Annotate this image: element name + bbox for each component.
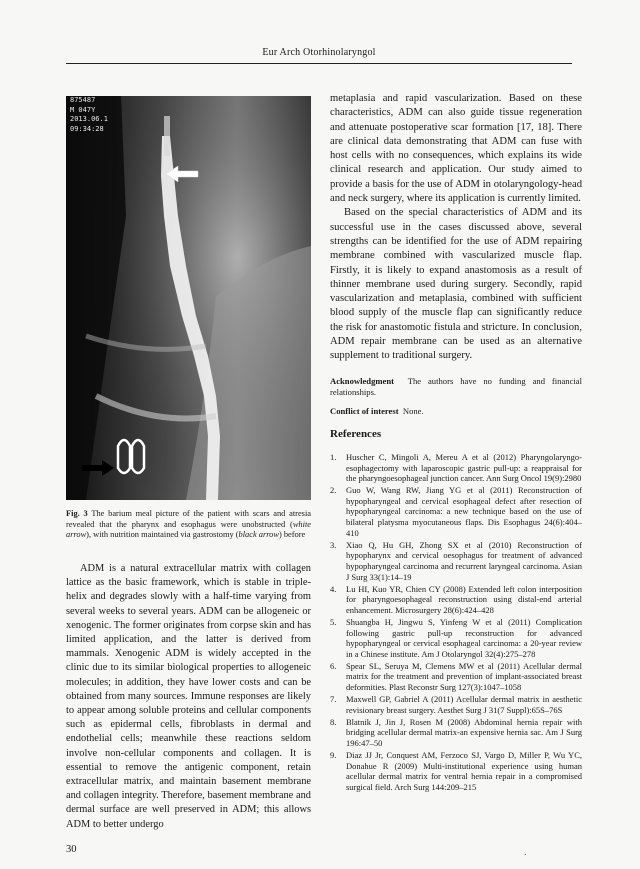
running-header: Eur Arch Otorhinolaryngol (262, 47, 376, 58)
conflict-of-interest (330, 406, 582, 416)
footer-mark: . (524, 847, 527, 858)
reference-text: Guo W, Wang RW, Jiang YG et al (2011) Reconstruction of hypopharyngeal and cervical esophageal defect after resection of hypopharyngeal carcinoma: a new technique based on the use of bilateral platysma myocutaneous flaps. Dis Esophagus 24(6):404–410 (346, 485, 582, 538)
reference-number: 3. (330, 539, 337, 550)
reference-text: Shuangba H, Jingwu S, Yinfeng W et al (2011) Complication following gastric pull-up reconstruction for advanced hypopharyngeal or cervical esophageal carcinoma: a 20-year review in a Chinese institute. Am J Otolaryngol 32(4):275–278 (346, 616, 582, 659)
reference-number: 5. (330, 616, 337, 627)
caption-emphasis: white arrow (66, 519, 311, 540)
ack-label: Acknowledgment (330, 376, 394, 386)
reference-item (330, 694, 582, 715)
reference-item (330, 617, 582, 659)
caption-text: ) before (278, 530, 306, 540)
caption-text: The barium meal picture of the patient with scars and atresia revealed that the pharynx and esophagus were unobstructed ( (66, 509, 311, 529)
overlay-line: 875487 (70, 96, 96, 104)
reference-number: 8. (330, 716, 337, 727)
right-column-body (330, 92, 582, 364)
overlay-line: 09:34:28 (70, 124, 104, 133)
reference-item (330, 485, 582, 538)
barium-xray-figure (66, 96, 311, 500)
ack-text: The authors have no funding and financial relationships. (330, 376, 582, 397)
reference-item (330, 584, 582, 616)
reference-text: Blatnik J, Jin J, Rosen M (2008) Abdominal hernia repair with bridging acellular dermal matrix-an expensive hernia sac. Am J Surg 196:47–50 (346, 716, 582, 748)
reference-text: Xiao Q, Hu GH, Zhong SX et al (2010) Reconstruction of hypopharynx and cervical oesophagus for treatment of advanced hypopharyngeal carcinoma and recurrent laryngeal carcinoma. Asian J Surg 33(1):14–19 (346, 539, 582, 582)
reference-item (330, 661, 582, 693)
reference-number: 2. (330, 485, 337, 496)
reference-list (330, 452, 582, 794)
caption-emphasis: black arrow (238, 530, 279, 540)
caption-label: Fig. 3 (66, 509, 88, 518)
reference-item (330, 540, 582, 582)
reference-number: 7. (330, 694, 337, 705)
xray-drawing (66, 96, 311, 500)
reference-item (330, 717, 582, 749)
page-number: 30 (66, 844, 77, 855)
caption-text: ), with nutrition maintained via gastrostomy ( (86, 530, 239, 540)
reference-number: 6. (330, 660, 337, 671)
acknowledgment (330, 376, 582, 398)
reference-text: Lu HI, Kuo YR, Chien CY (2008) Extended left colon interposition for pharyngoesophageal reconstruction using distal-end arterial enhancement. Microsurgery 28(6):424–428 (346, 583, 582, 615)
reference-number: 1. (330, 452, 337, 462)
left-column-body (66, 562, 311, 832)
coi-text: None. (402, 406, 424, 416)
reference-number: 9. (330, 750, 337, 761)
xray-overlay-text (70, 96, 130, 134)
body-paragraph: metaplasia and rapid vascularization. Based on these characteristics, ADM can also guide tissue regeneration and attenuate postoperative scar formation [17, 18]. There are clinical data demonstrating that ADM can fuse with host cells with no consequences, which explains its wide clinical research and application. Our study aimed to provide a basis for the use of ADM in otolaryngology-head and neck surgery, where its application is currently limited. (330, 93, 582, 205)
reference-item (330, 750, 582, 792)
reference-item (330, 452, 582, 484)
reference-text: Diaz JJ Jr, Conquest AM, Ferzoco SJ, Vargo D, Miller P, Wu YC, Donahue R (2009) Multi-institutional experience using human acellular dermal matrix for ventral hernia repair in a compromised surgical field. Arch Surg 144:209–215 (346, 750, 582, 792)
pharynx-contrast (164, 116, 170, 156)
overlay-line: 2013.06.1 (70, 115, 108, 123)
reference-number: 4. (330, 583, 337, 594)
figure-caption (66, 509, 311, 541)
references-heading: References (330, 428, 382, 440)
header-rule (66, 63, 572, 64)
body-paragraph: ADM is a natural extracellular matrix with collagen lattice as the basic framework, which is stable in triple-helix and degrades slowly with a half-time varying from several weeks to several years. ADM can be allogeneic or xenogenic. The former originates from corpse skin and has limited application, and the latter is derived from mammals. Xenogenic ADM is widely accepted in the clinic due to its similar biological properties to allogeneic molecules; in addition, they have lower costs and can be obtained from many sources. Immune responses are likely to appear among soluble proteins and cellular components such as epidermal cells, fibroblasts in dermal and endothelial cells; meanwhile these reactions seldom involve non-cellular components and collagen. It is essential to remove the antigenic component, retain extracellular matrix, and maintain basement membrane and collagen integrity. Therefore, basement membrane and dermal surface are well preserved in ADM; this allows ADM to better undergo (66, 563, 311, 830)
body-paragraph: Based on the special characteristics of ADM and its successful use in the cases discussed above, several strengths can be identified for the use of ADM repairing membrane combined with vascularized muscle flap. Firstly, it is likely to expand anastomosis as a result of thinner membrane used during surgery. Secondly, rapid vascularization and metaplasia, combined with sufficient blood supply of the muscle flap can significantly reduce the risk for anastomotic fistula and stricture. In conclusion, ADM repair membrane can be used as an alternative supplement to traditional surgery. (330, 207, 582, 362)
reference-text: Huscher C, Mingoli A, Mereu A et al (2012) Pharyngolaryngo-esophagectomy with laparoscopic gastric pull-up: a reappraisal for the pharyngoesophageal junction cancer. Ann Surg Oncol 19(9):2980 (346, 452, 582, 484)
overlay-line: M 047Y (70, 105, 96, 114)
reference-text: Maxwell GP, Gabriel A (2011) Acellular dermal matrix in aesthetic revisionary breast surgery. Aesthet Surg J 31(7 Suppl):65S–76S (346, 694, 582, 715)
coi-label: Conflict of interest (330, 406, 399, 416)
reference-text: Spear SL, Seruya M, Clemens MW et al (2011) Acellular dermal matrix for the treatment and prevention of implant-associated breast deformities. Plast Reconstr Surg 127(3):1047–1058 (346, 660, 582, 692)
